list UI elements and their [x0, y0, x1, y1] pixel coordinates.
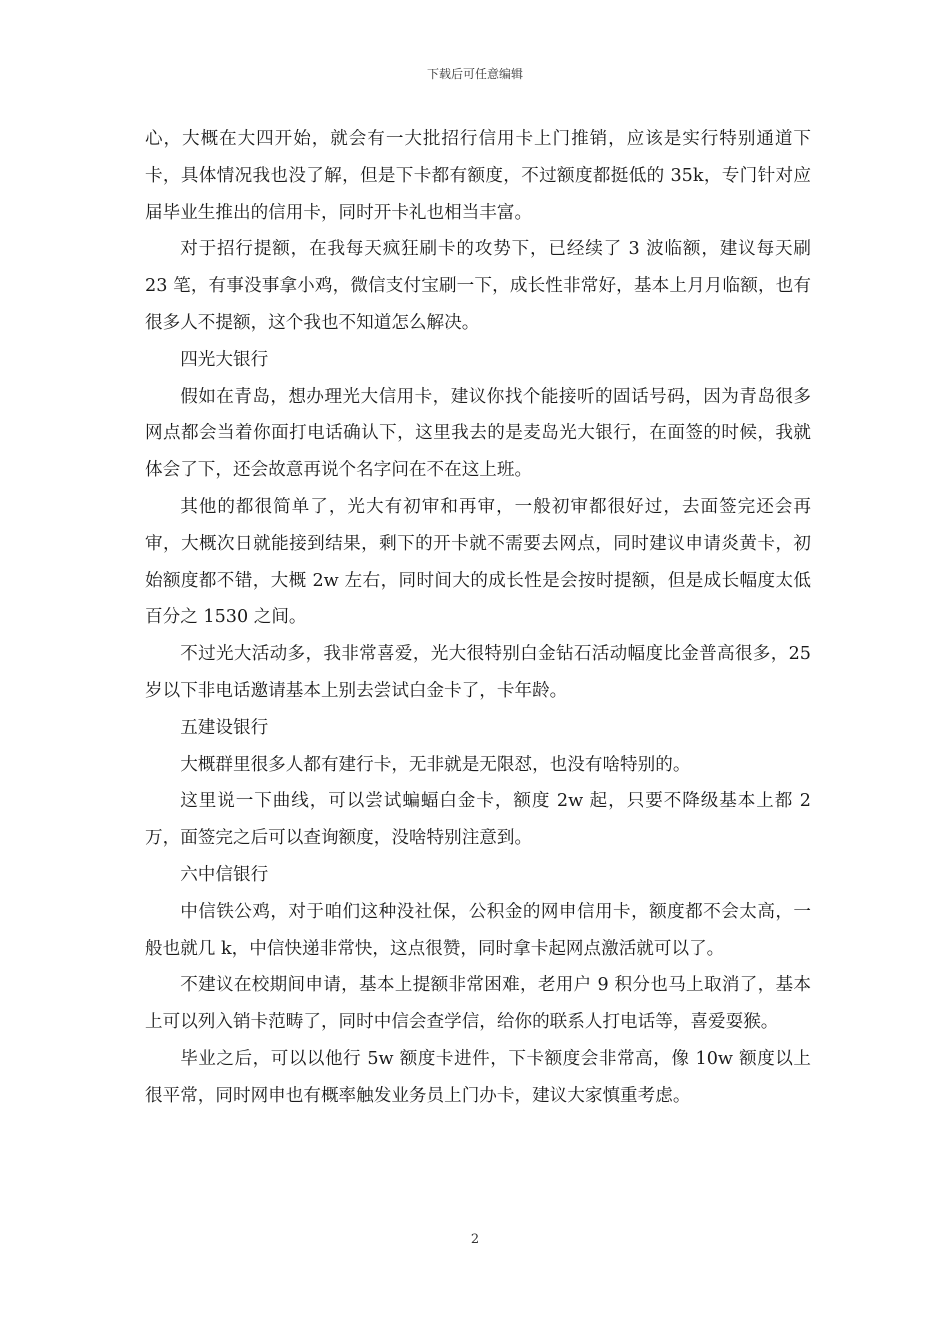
paragraph: 这里说一下曲线，可以尝试蝙蝠白金卡，额度 2w 起，只要不降级基本上都 2 万，面签完之后可以查询额度，没啥特别注意到。 — [145, 791, 811, 849]
paragraph: 假如在青岛，想办理光大信用卡，建议你找个能接听的固话号码，因为青岛很多网点都会当着你面打电话确认下，这里我去的是麦岛光大银行，在面签的时候，我就体会了下，还会故意再说个名字问在不在这上班。 — [145, 386, 811, 481]
paragraph: 大概群里很多人都有建行卡，无非就是无限怼，也没有啥特别的。 — [180, 754, 691, 775]
paragraph: 毕业之后，可以以他行 5w 额度卡进件，下卡额度会非常高，像 10w 额度以上很平常，同时网申也有概率触发业务员上门办卡，建议大家慎重考虑。 — [145, 1048, 811, 1106]
paragraph: 心，大概在大四开始，就会有一大批招行信用卡上门推销，应该是实行特别通道下卡，具体情况我也没了解，但是下卡都有额度，不过额度都挺低的 35k，专门针对应届毕业生推出的信用卡，同时开卡礼也相当丰富。 — [145, 129, 811, 223]
paragraph: 其他的都很简单了，光大有初审和再审，一般初审都很好过，去面签完还会再审，大概次日就能接到结果，剩下的开卡就不需要去网点，同时建议申请炎黄卡，初始额度都不错，大概 2w 左右，同时间大的成长性是会按时提额，但是成长幅度太低百分之 1530 之间。 — [145, 496, 811, 628]
section-heading: 六中信银行 — [180, 864, 269, 885]
page-header: 下载后可任意编辑 — [426, 67, 523, 81]
paragraph: 对于招行提额，在我每天疯狂刷卡的攻势下，已经续了 3 波临额，建议每天刷 23 笔，有事没事拿小鸡，微信支付宝刷一下，成长性非常好，基本上月月临额，也有很多人不提额，这个我也不知道怎么解决。 — [145, 239, 811, 333]
paragraph: 不过光大活动多，我非常喜爱，光大很特别白金钻石活动幅度比金普高很多，25 岁以下非电话邀请基本上别去尝试白金卡了，卡年龄。 — [145, 644, 811, 701]
section-heading: 四光大银行 — [180, 349, 269, 370]
paragraph: 中信铁公鸡，对于咱们这种没社保，公积金的网申信用卡，额度都不会太高，一般也就几 k，中信快递非常快，这点很赞，同时拿卡起网点激活就可以了。 — [145, 901, 811, 959]
document-body — [145, 121, 811, 1115]
page-number: 2 — [470, 1232, 480, 1247]
paragraph: 不建议在校期间申请，基本上提额非常困难，老用户 9 积分也马上取消了，基本上可以列入销卡范畴了，同时中信会查学信，给你的联系人打电话等，喜爱耍猴。 — [145, 975, 811, 1033]
section-heading: 五建设银行 — [180, 717, 269, 738]
